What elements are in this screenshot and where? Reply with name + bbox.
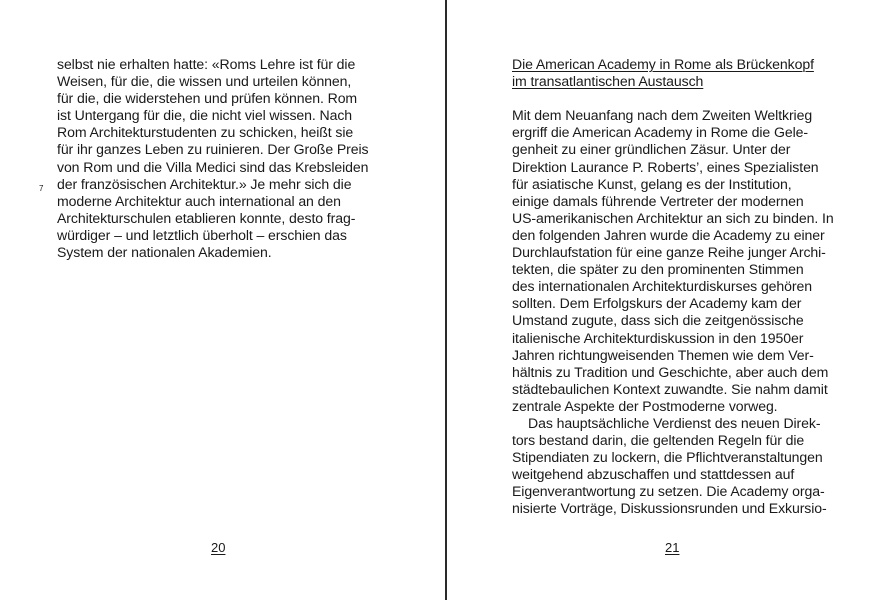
text-line: städtebaulichen Kontext zuwandte. Sie nahm damit bbox=[512, 380, 828, 397]
text-line: italienische Architekturdiskussion in den 1950er bbox=[512, 329, 804, 346]
heading-line: Die American Academy in Rome als Brückenkopf bbox=[512, 56, 814, 72]
text-line: zentrale Aspekte der Postmoderne vorweg. bbox=[512, 397, 778, 414]
text-line: nisierte Vorträge, Diskussionsrunden und Exkursio- bbox=[512, 500, 827, 517]
text-line: System der nationalen Akademien. bbox=[57, 244, 272, 261]
heading-spacer bbox=[512, 90, 842, 107]
text-line: US-amerikanischen Architektur an sich zu binden. In bbox=[512, 209, 834, 226]
page-number-right: 21 bbox=[665, 540, 680, 555]
text-line: Durchlaufstation für eine ganze Reihe junger Archi- bbox=[512, 244, 826, 261]
left-body-text bbox=[57, 56, 387, 261]
text-line: weitgehend abzuschaffen und stattdessen auf bbox=[512, 466, 795, 483]
text-line: ergriff die American Academy in Rome die Gele- bbox=[512, 124, 808, 141]
margin-note: 7 bbox=[39, 184, 44, 193]
text-line: für asiatische Kunst, gelang es der Institution, bbox=[512, 175, 792, 192]
right-body-text bbox=[512, 56, 842, 518]
text-line: Umstand zugute, dass sich die zeitgenössische bbox=[512, 312, 804, 329]
text-line: Das hauptsächliche Verdienst des neuen Direk- bbox=[528, 414, 821, 431]
text-line: des internationalen Architekturdiskurses gehören bbox=[512, 278, 812, 295]
text-line: Direktion Laurance P. Roberts’, eines Spezialisten bbox=[512, 158, 819, 175]
text-line: für ihr ganzes Leben zu ruinieren. Der Große Preis bbox=[57, 141, 369, 158]
text-line: Architekturschulen etablieren konnte, desto frag- bbox=[57, 209, 356, 226]
text-line: würdiger – und letztlich überholt – erschien das bbox=[57, 226, 347, 243]
text-line: den folgenden Jahren wurde die Academy zu einer bbox=[512, 226, 825, 243]
page-number-left: 20 bbox=[211, 540, 226, 555]
text-line: Rom Architekturstudenten zu schicken, heißt sie bbox=[57, 124, 354, 141]
section-heading bbox=[512, 56, 842, 90]
text-line: selbst nie erhalten hatte: «Roms Lehre ist für die bbox=[57, 56, 356, 72]
text-line: Weisen, für die, die wissen und urteilen können, bbox=[57, 73, 352, 90]
text-line: ist Untergang für die, die nicht viel wissen. Nach bbox=[57, 107, 353, 124]
text-line: für die, die widerstehen und prüfen können. Rom bbox=[57, 90, 358, 107]
text-line: einige damals führende Vertreter der modernen bbox=[512, 192, 804, 209]
text-line: Jahren richtungweisenden Themen wie dem Ver- bbox=[512, 346, 814, 363]
heading-line: im transatlantischen Austausch bbox=[512, 73, 704, 90]
text-line: Mit dem Neuanfang nach dem Zweiten Weltkrieg bbox=[512, 107, 813, 124]
text-line: moderne Architektur auch international an den bbox=[57, 192, 341, 209]
text-line: tekten, die später zu den prominenten Stimmen bbox=[512, 261, 804, 278]
text-line: hältnis zu Tradition und Geschichte, aber auch dem bbox=[512, 363, 829, 380]
right-page bbox=[447, 0, 891, 600]
text-line: der französischen Architektur.» Je mehr sich die bbox=[57, 175, 352, 192]
paragraph-2 bbox=[512, 415, 842, 518]
text-line: von Rom und die Villa Medici sind das Krebsleiden bbox=[57, 158, 369, 175]
text-line: genheit zu einer gründlichen Zäsur. Unter der bbox=[512, 141, 791, 158]
text-line: sollten. Dem Erfolgskurs der Academy kam der bbox=[512, 295, 802, 312]
paragraph-1 bbox=[512, 107, 842, 415]
text-line: Eigenverantwortung zu setzen. Die Academy orga- bbox=[512, 483, 825, 500]
left-page bbox=[0, 0, 445, 600]
text-line: tors bestand darin, die geltenden Regeln für die bbox=[512, 432, 805, 449]
text-line: Stipendiaten zu lockern, die Pflichtveranstaltungen bbox=[512, 449, 823, 466]
